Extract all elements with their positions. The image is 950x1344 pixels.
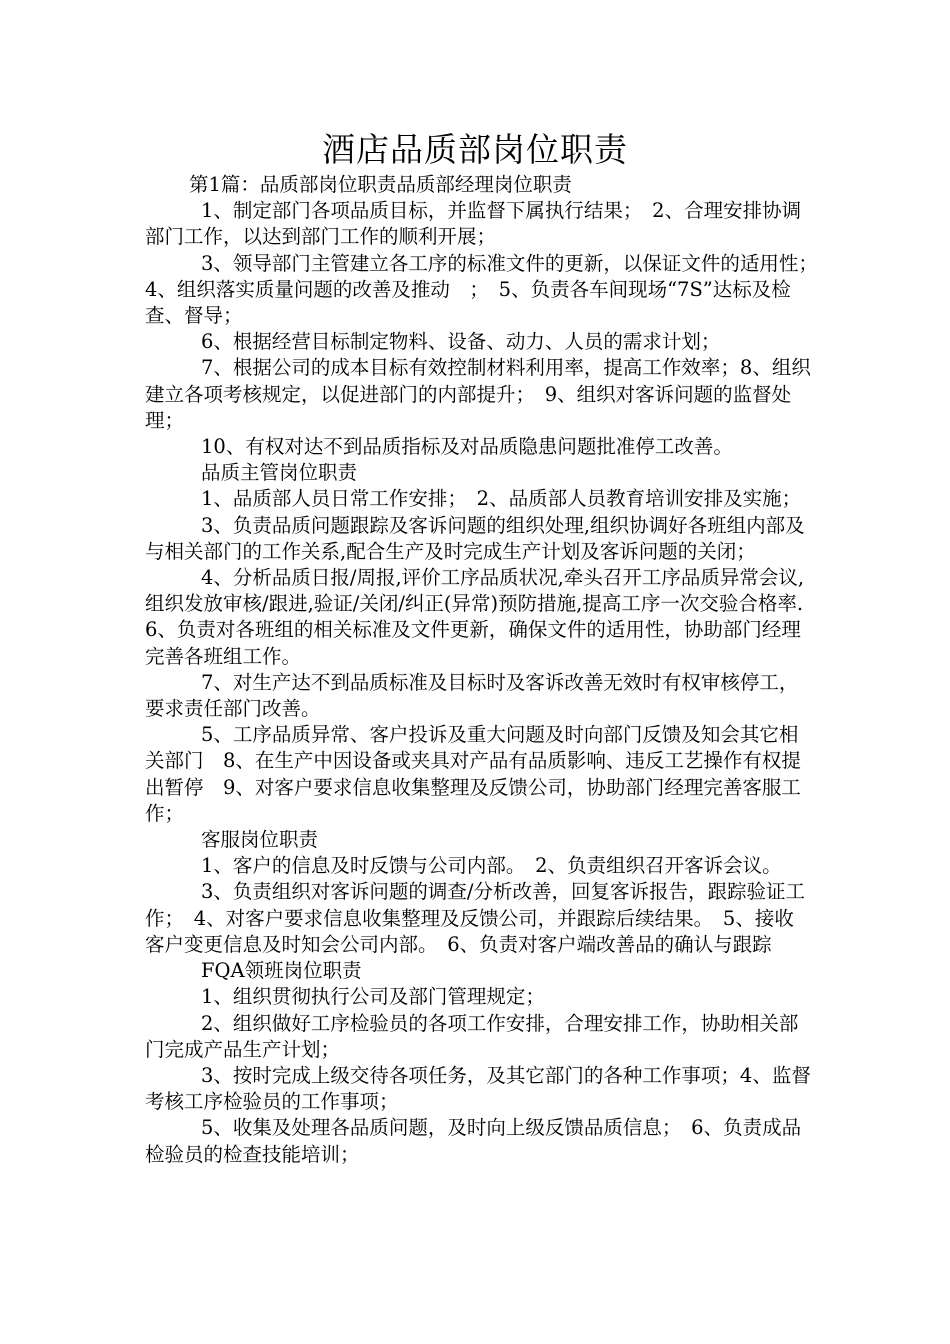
paragraph: 3、领导部门主管建立各工序的标准文件的更新，以保证文件的适用性； 4、组织落实质量问题的改善及推动 ； 5、负责各车间现场“7S”达标及检查、督导； [145, 251, 828, 328]
document-title: 酒店品质部岗位职责 [322, 130, 628, 169]
paragraph: 7、对生产达不到品质标准及目标时及客诉改善无效时有权审核停工，要求责任部门改善。 [145, 670, 799, 721]
document-body [145, 172, 828, 1168]
paragraph: 1、制定部门各项品质目标，并监督下属执行结果； 2、合理安排协调部门工作，以达到部门工作的顺利开展； [145, 199, 802, 249]
paragraph: 1、客户的信息及时反馈与公司内部。 2、负责组织召开客诉会议。 [201, 854, 782, 878]
paragraph: 3、负责品质问题跟踪及客诉问题的组织处理,组织协调好各班组内部及与相关部门的工作关系,配合生产及时完成生产计划及客诉问题的关闭； [145, 513, 805, 563]
paragraph: 3、按时完成上级交待各项任务，及其它部门的各种工作事项；4、监督考核工序检验员的工作事项； [145, 1063, 811, 1114]
paragraph: 10、有权对达不到品质指标及对品质隐患问题批准停工改善。 [201, 435, 733, 459]
paragraph: FQA领班岗位职责 [201, 959, 362, 983]
paragraph: 第1篇：品质部岗位职责品质部经理岗位职责 [189, 173, 572, 196]
paragraph: 1、品质部人员日常工作安排； 2、品质部人员教育培训安排及实施； [201, 487, 802, 511]
paragraph: 6、根据经营目标制定物料、设备、动力、人员的需求计划； [201, 330, 721, 354]
paragraph: 客服岗位职责 [201, 828, 319, 852]
paragraph: 3、负责组织对客诉问题的调查/分析改善，回复客诉报告，跟踪验证工作； 4、对客户要求信息收集整理及反馈公司，并跟踪后续结果。 5、接收客户变更信息及时知会公司内部。 6、负责对客户端改善品的确认与跟踪 [145, 880, 805, 956]
paragraph: 品质主管岗位职责 [201, 461, 358, 485]
paragraph: 5、收集及处理各品质问题，及时向上级反馈品质信息； 6、负责成品检验员的检查技能培训； [145, 1116, 802, 1166]
paragraph: 2、组织做好工序检验员的各项工作安排，合理安排工作，协助相关部门完成产品生产计划； [145, 1011, 799, 1061]
paragraph: 5、工序品质异常、客户投诉及重大问题及时向部门反馈及知会其它相关部门 8、在生产中因设备或夹具对产品有品质影响、违反工艺操作有权提出暂停 9、对客户要求信息收集整理及反馈公司，协助部门经理完善客服工作； [145, 723, 801, 825]
paragraph: 4、分析品质日报/周报,评价工序品质状况,牵头召开工序品质异常会议,组织发放审核/跟进,验证/关闭/纠正(异常)预防措施,提高工序一次交验合格率.6、负责对各班组的相关标准及文件更新，确保文件的适用性，协助部门经理完善各班组工作。 [145, 566, 805, 668]
paragraph: 7、根据公司的成本目标有效控制材料利用率，提高工作效率；8、组织建立各项考核规定，以促进部门的内部提升； 9、组织对客诉问题的监督处理； [145, 356, 811, 432]
paragraph: 1、组织贯彻执行公司及部门管理规定； [201, 985, 545, 1009]
